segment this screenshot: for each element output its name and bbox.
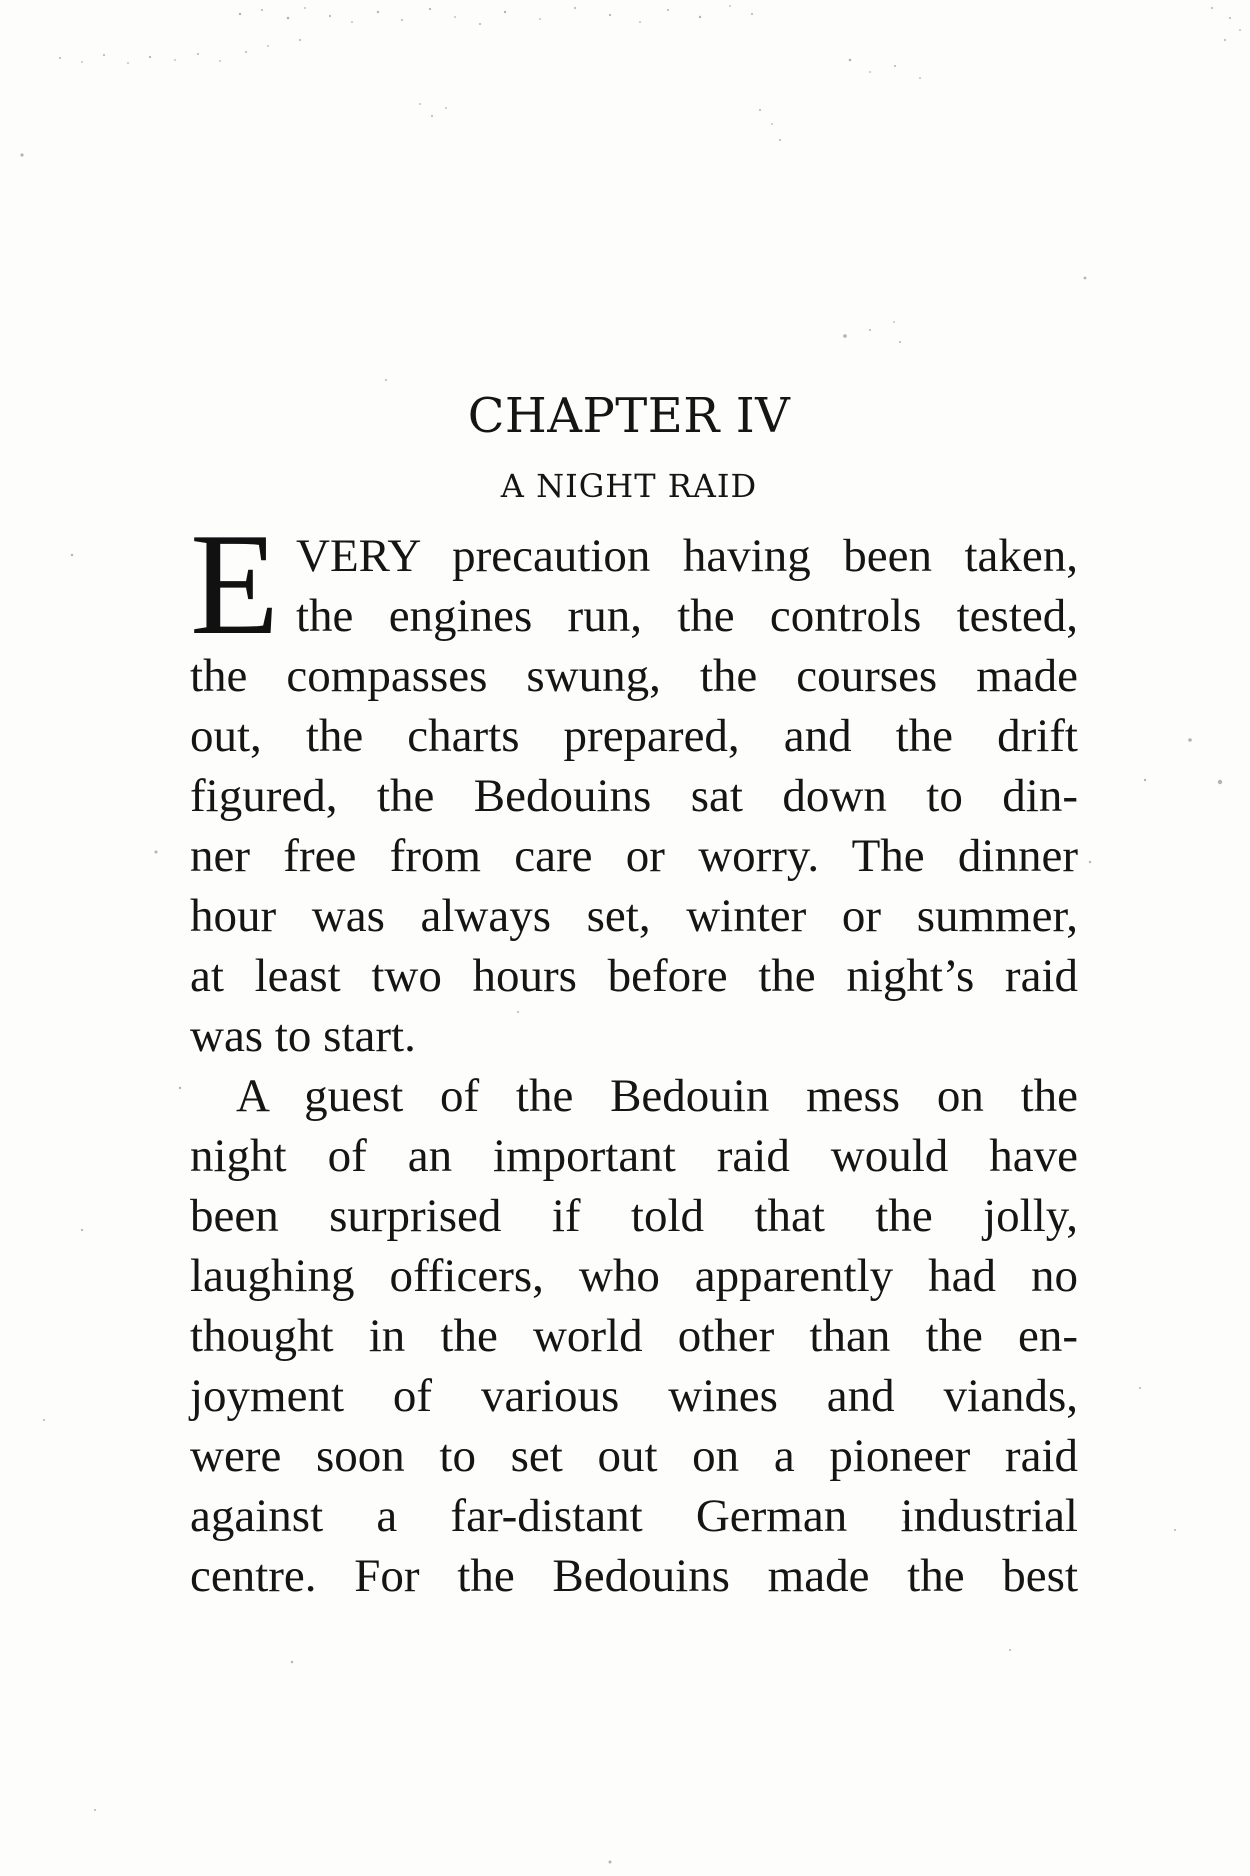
paragraph-2-line: laughing officers, who apparently had no — [190, 1250, 1078, 1302]
chapter-title: CHAPTER IV — [467, 388, 791, 444]
paragraph-2-line: thought in the world other than the en- — [190, 1310, 1078, 1362]
paragraph-2-line: were soon to set out on a pioneer raid — [190, 1430, 1078, 1482]
paragraph-1-line: VERY precaution having been taken, — [296, 530, 1078, 582]
paragraph-2-line: been surprised if told that the jolly, — [190, 1190, 1078, 1242]
chapter-subtitle: A NIGHT RAID — [500, 467, 758, 505]
paragraph-1-line: ner free from care or worry. The dinner — [190, 830, 1078, 882]
paragraph-1-line: the engines run, the controls tested, — [296, 590, 1078, 642]
paragraph-2-line: centre. For the Bedouins made the best — [190, 1550, 1078, 1602]
paragraph-1-line: was to start. — [190, 1010, 416, 1062]
paragraph-2-line: against a far-distant German industrial — [190, 1490, 1078, 1542]
paragraph-2-line: night of an important raid would have — [190, 1130, 1078, 1182]
paragraph-1-line: at least two hours before the night’s raid — [190, 950, 1078, 1002]
paragraph-1-line: out, the charts prepared, and the drift — [190, 710, 1078, 762]
paragraph-1-line: hour was always set, winter or summer, — [190, 890, 1078, 942]
paragraph-2-line: A guest of the Bedouin mess on the — [236, 1070, 1078, 1122]
drop-cap: E — [190, 503, 280, 665]
paragraph-1-line: figured, the Bedouins sat down to din- — [190, 770, 1078, 822]
paragraph-1-line: the compasses swung, the courses made — [190, 650, 1078, 702]
paragraph-2-line: joyment of various wines and viands, — [190, 1370, 1078, 1422]
